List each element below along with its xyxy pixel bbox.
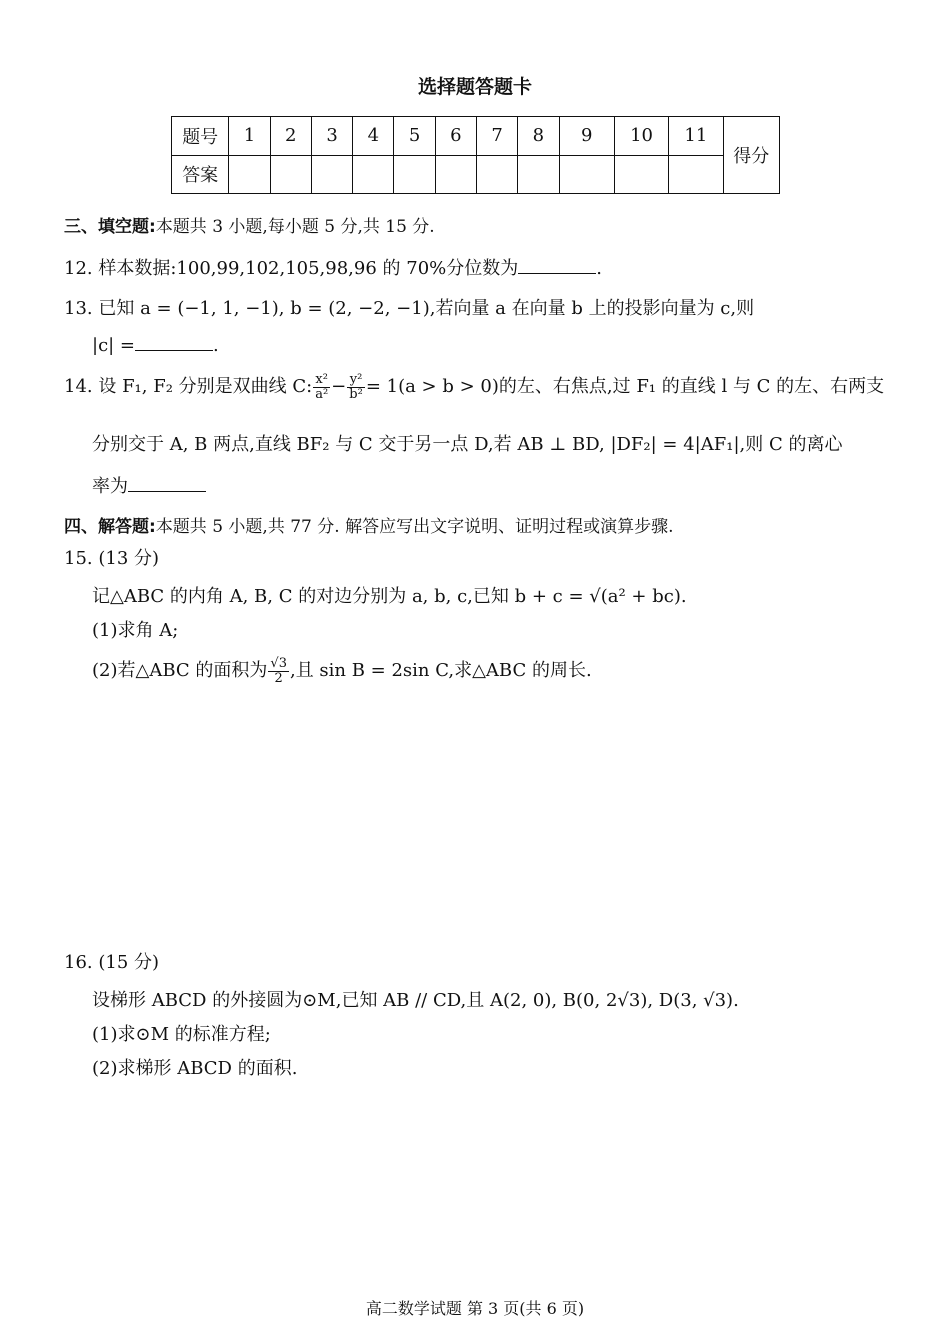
answer-cell[interactable] [669, 155, 723, 194]
q12-text: 12. 样本数据:100,99,102,105,98,96 的 70%分位数为 [64, 258, 519, 279]
section-3-title: 三、填空题: [64, 217, 156, 237]
question-number: 9 [559, 117, 614, 156]
q13-text: 13. 已知 a = (−1, 1, −1), b = (2, −2, −1),若向量 a 在向量 b 上的投影向量为 c,则 [64, 298, 755, 319]
q12-answer-blank[interactable] [518, 255, 596, 274]
q13-answer-blank[interactable] [135, 332, 213, 351]
question-16-head: 16. (15 分) [64, 952, 160, 973]
frac-numerator: x² [313, 373, 330, 388]
section-3-desc: 本题共 3 小题,每小题 5 分,共 15 分. [155, 217, 435, 237]
question-number: 8 [518, 117, 559, 156]
answer-card-table [171, 116, 780, 194]
question-number: 2 [270, 117, 311, 156]
question-15-stem: 记△ABC 的内角 A, B, C 的对边分别为 a, b, c,已知 b + c = √(a² + bc). [92, 586, 687, 607]
answer-cell[interactable] [435, 155, 476, 194]
question-16-stem: 设梯形 ABCD 的外接圆为⊙M,已知 AB // CD,且 A(2, 0), B(0, 2√3), D(3, √3). [92, 990, 739, 1011]
answer-cell[interactable] [229, 155, 270, 194]
answer-cell[interactable] [518, 155, 559, 194]
frac-denominator: 2 [274, 670, 283, 686]
question-15-head: 15. (13 分) [64, 548, 160, 569]
q13-start: |c| = [92, 335, 136, 356]
q13-end: . [213, 335, 219, 356]
question-number: 6 [435, 117, 476, 156]
section-4-heading [64, 512, 674, 537]
question-number-row [172, 117, 780, 156]
question-15-part1: (1)求角 A; [92, 620, 179, 641]
answer-card-title: 选择题答题卡 [417, 76, 532, 98]
q12-end: . [596, 258, 602, 279]
question-13-line1 [64, 294, 754, 320]
q14-line2: 分别交于 A, B 两点,直线 BF₂ 与 C 交于另一点 D,若 AB ⊥ BD, |DF₂| = 4|AF₁|,则 C 的离心 [92, 434, 843, 455]
frac-numerator: √3 [270, 655, 287, 671]
section-4-title: 四、解答题: [64, 517, 156, 537]
question-14-line2 [92, 430, 842, 456]
q14-rest: = 1(a > b > 0)的左、右焦点,过 F₁ 的直线 l 与 C 的左、右两支 [365, 376, 885, 397]
q15-p2-start: (2)若△ABC 的面积为 [92, 660, 268, 681]
answer-row [172, 155, 780, 194]
question-number: 11 [669, 117, 723, 156]
fraction-sqrt3-2 [268, 657, 289, 686]
q15-p2-end: ,且 sin B = 2sin C,求△ABC 的周长. [289, 660, 592, 681]
frac-numerator: y² [347, 373, 365, 388]
q14-minus: − [331, 376, 347, 397]
answer-cell[interactable] [394, 155, 435, 194]
answer-cell[interactable] [270, 155, 311, 194]
question-number: 1 [229, 117, 270, 156]
question-16-part2: (2)求梯形 ABCD 的面积. [92, 1058, 298, 1079]
q14-start: 14. 设 F₁, F₂ 分别是双曲线 C: [64, 376, 313, 397]
page-footer: 高二数学试题 第 3 页(共 6 页) [365, 1299, 585, 1318]
answer-cell[interactable] [559, 155, 614, 194]
question-number: 10 [614, 117, 668, 156]
score-label: 得分 [723, 117, 779, 194]
section-3-heading [64, 212, 435, 237]
question-16-part1: (1)求⊙M 的标准方程; [92, 1024, 271, 1045]
question-12 [64, 254, 602, 280]
question-13-line2 [92, 332, 219, 356]
question-14-line1 [64, 372, 884, 402]
question-number: 7 [476, 117, 517, 156]
question-14-line3 [92, 472, 206, 498]
frac-denominator: a² [315, 386, 329, 402]
fraction-y2-b2 [347, 373, 365, 402]
question-15-part2 [92, 656, 592, 686]
answer-label: 答案 [172, 155, 229, 194]
fraction-x2-a2 [313, 373, 330, 402]
section-4-desc: 本题共 5 小题,共 77 分. 解答应写出文字说明、证明过程或演算步骤. [155, 517, 674, 537]
answer-cell[interactable] [353, 155, 394, 194]
header-label: 题号 [172, 117, 229, 156]
q14-answer-blank[interactable] [128, 473, 206, 492]
answer-cell[interactable] [476, 155, 517, 194]
question-number: 3 [311, 117, 352, 156]
question-number: 5 [394, 117, 435, 156]
answer-cell[interactable] [311, 155, 352, 194]
answer-cell[interactable] [614, 155, 668, 194]
question-number: 4 [353, 117, 394, 156]
q14-line3: 率为 [92, 476, 128, 497]
frac-denominator: b² [349, 386, 363, 402]
